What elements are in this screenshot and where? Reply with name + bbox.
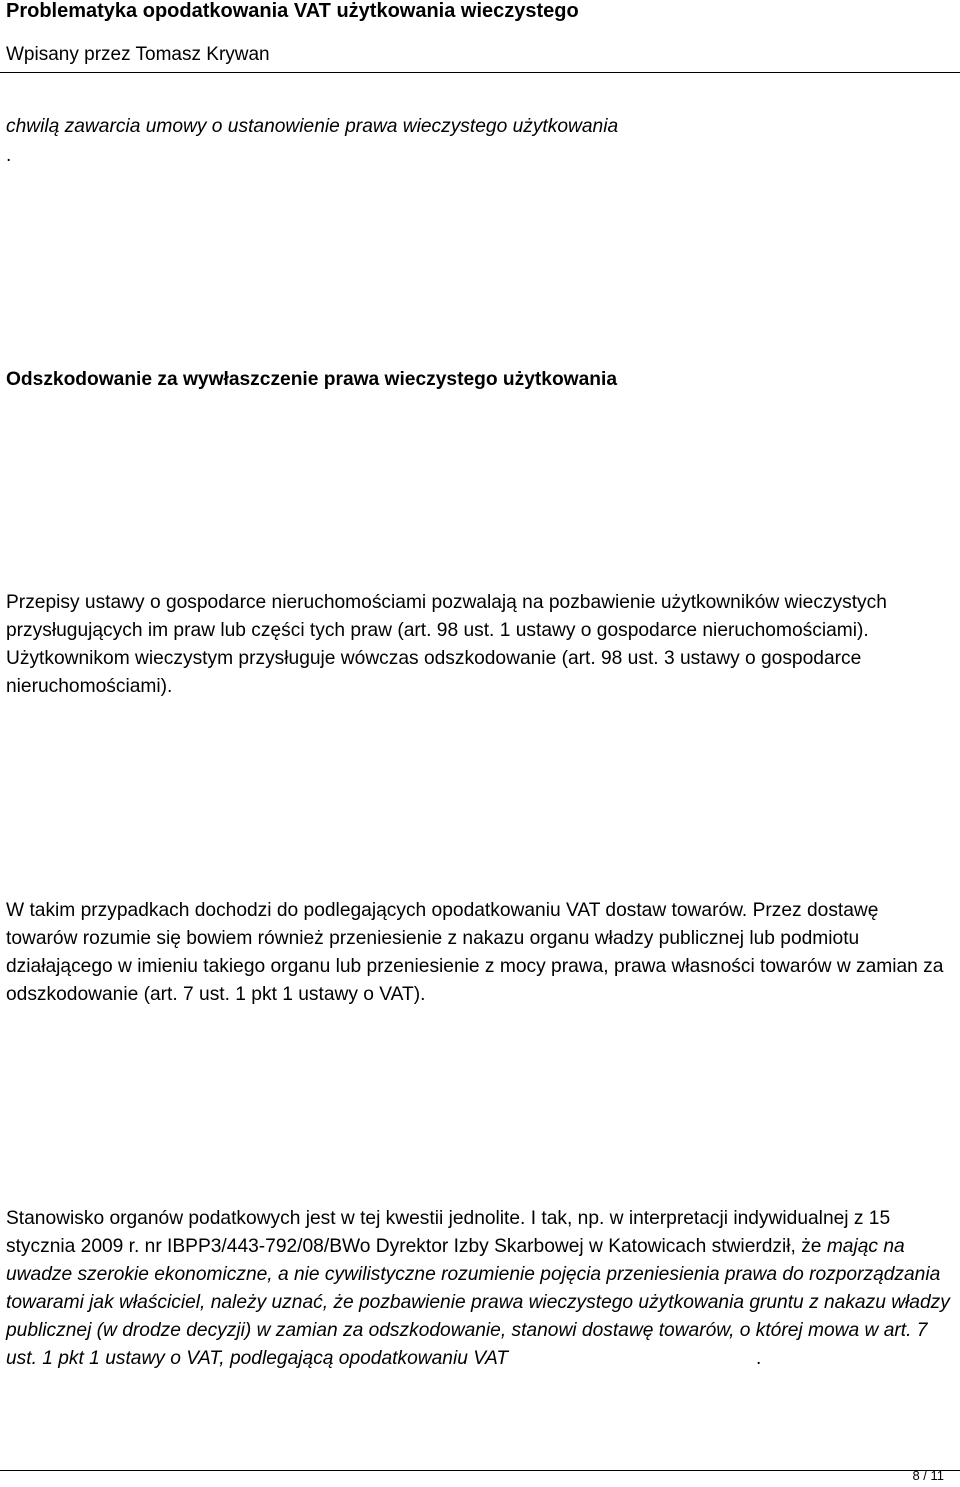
paragraph-quoted-italic: mając na uwadze szerokie ekonomiczne, a nie cywilistyczne rozumienie pojęcia przeniesienia prawa do rozporządzania towarami jak właściciel, należy uznać, że pozbawienie prawa wieczystego użytkowania gruntu z nakazu władzy publicznej (w drodze decyzji) w zamian za odszkodowanie, stanowi dostawę towarów, o której mowa w art. 7 ust. 1 pkt 1 ustawy o VAT, podlegającą opodatkowaniu VAT [6, 1236, 950, 1369]
footer-divider [0, 1470, 960, 1471]
lead-italic-text: chwilą zawarcia umowy o ustanowienie prawa wieczystego użytkowania [6, 116, 619, 137]
lead-period: . [6, 145, 12, 166]
paragraph-closing-period: . [756, 1348, 762, 1369]
page-number: 8 / 11 [912, 1468, 944, 1483]
section-heading: Odszkodowanie za wywłaszczenie prawa wieczystego użytkowania [6, 369, 618, 390]
paragraph-plain-part: Stanowisko organów podatkowych jest w tej kwestii jednolite. I tak, np. w interpretacji indywidualnej z 15 stycznia 2009 r. nr IBPP3/443-792/08/BWo Dyrektor Izby Skarbowej w Katowicach stwierdził, że [6, 1208, 891, 1257]
paragraph-tax-authority-position [6, 1205, 954, 1373]
document-title: Problematyka opodatkowania VAT użytkowania wieczystego [6, 0, 579, 22]
paragraph-vat-supply: W takim przypadkach dochodzi do podlegających opodatkowaniu VAT dostaw towarów. Przez dostawę towarów rozumie się bowiem również przeniesienie z nakazu organu władzy publicznej lub podmiotu działającego w imieniu takiego organu lub przeniesienie z mocy prawa, prawa własności towarów w zamian za odszkodowanie (art. 7 ust. 1 pkt 1 ustawy o VAT). [6, 900, 944, 1005]
header-divider [0, 72, 960, 73]
author-line: Wpisany przez Tomasz Krywan [6, 44, 270, 65]
paragraph-expropriation-rules: Przepisy ustawy o gospodarce nieruchomościami pozwalają na pozbawienie użytkowników wieczystych przysługujących im praw lub części tych praw (art. 98 ust. 1 ustawy o gospodarce nieruchomościami). Użytkownikom wieczystym przysługuje wówczas odszkodowanie (art. 98 ust. 3 ustawy o gospodarce nieruchomościami). [6, 592, 887, 697]
